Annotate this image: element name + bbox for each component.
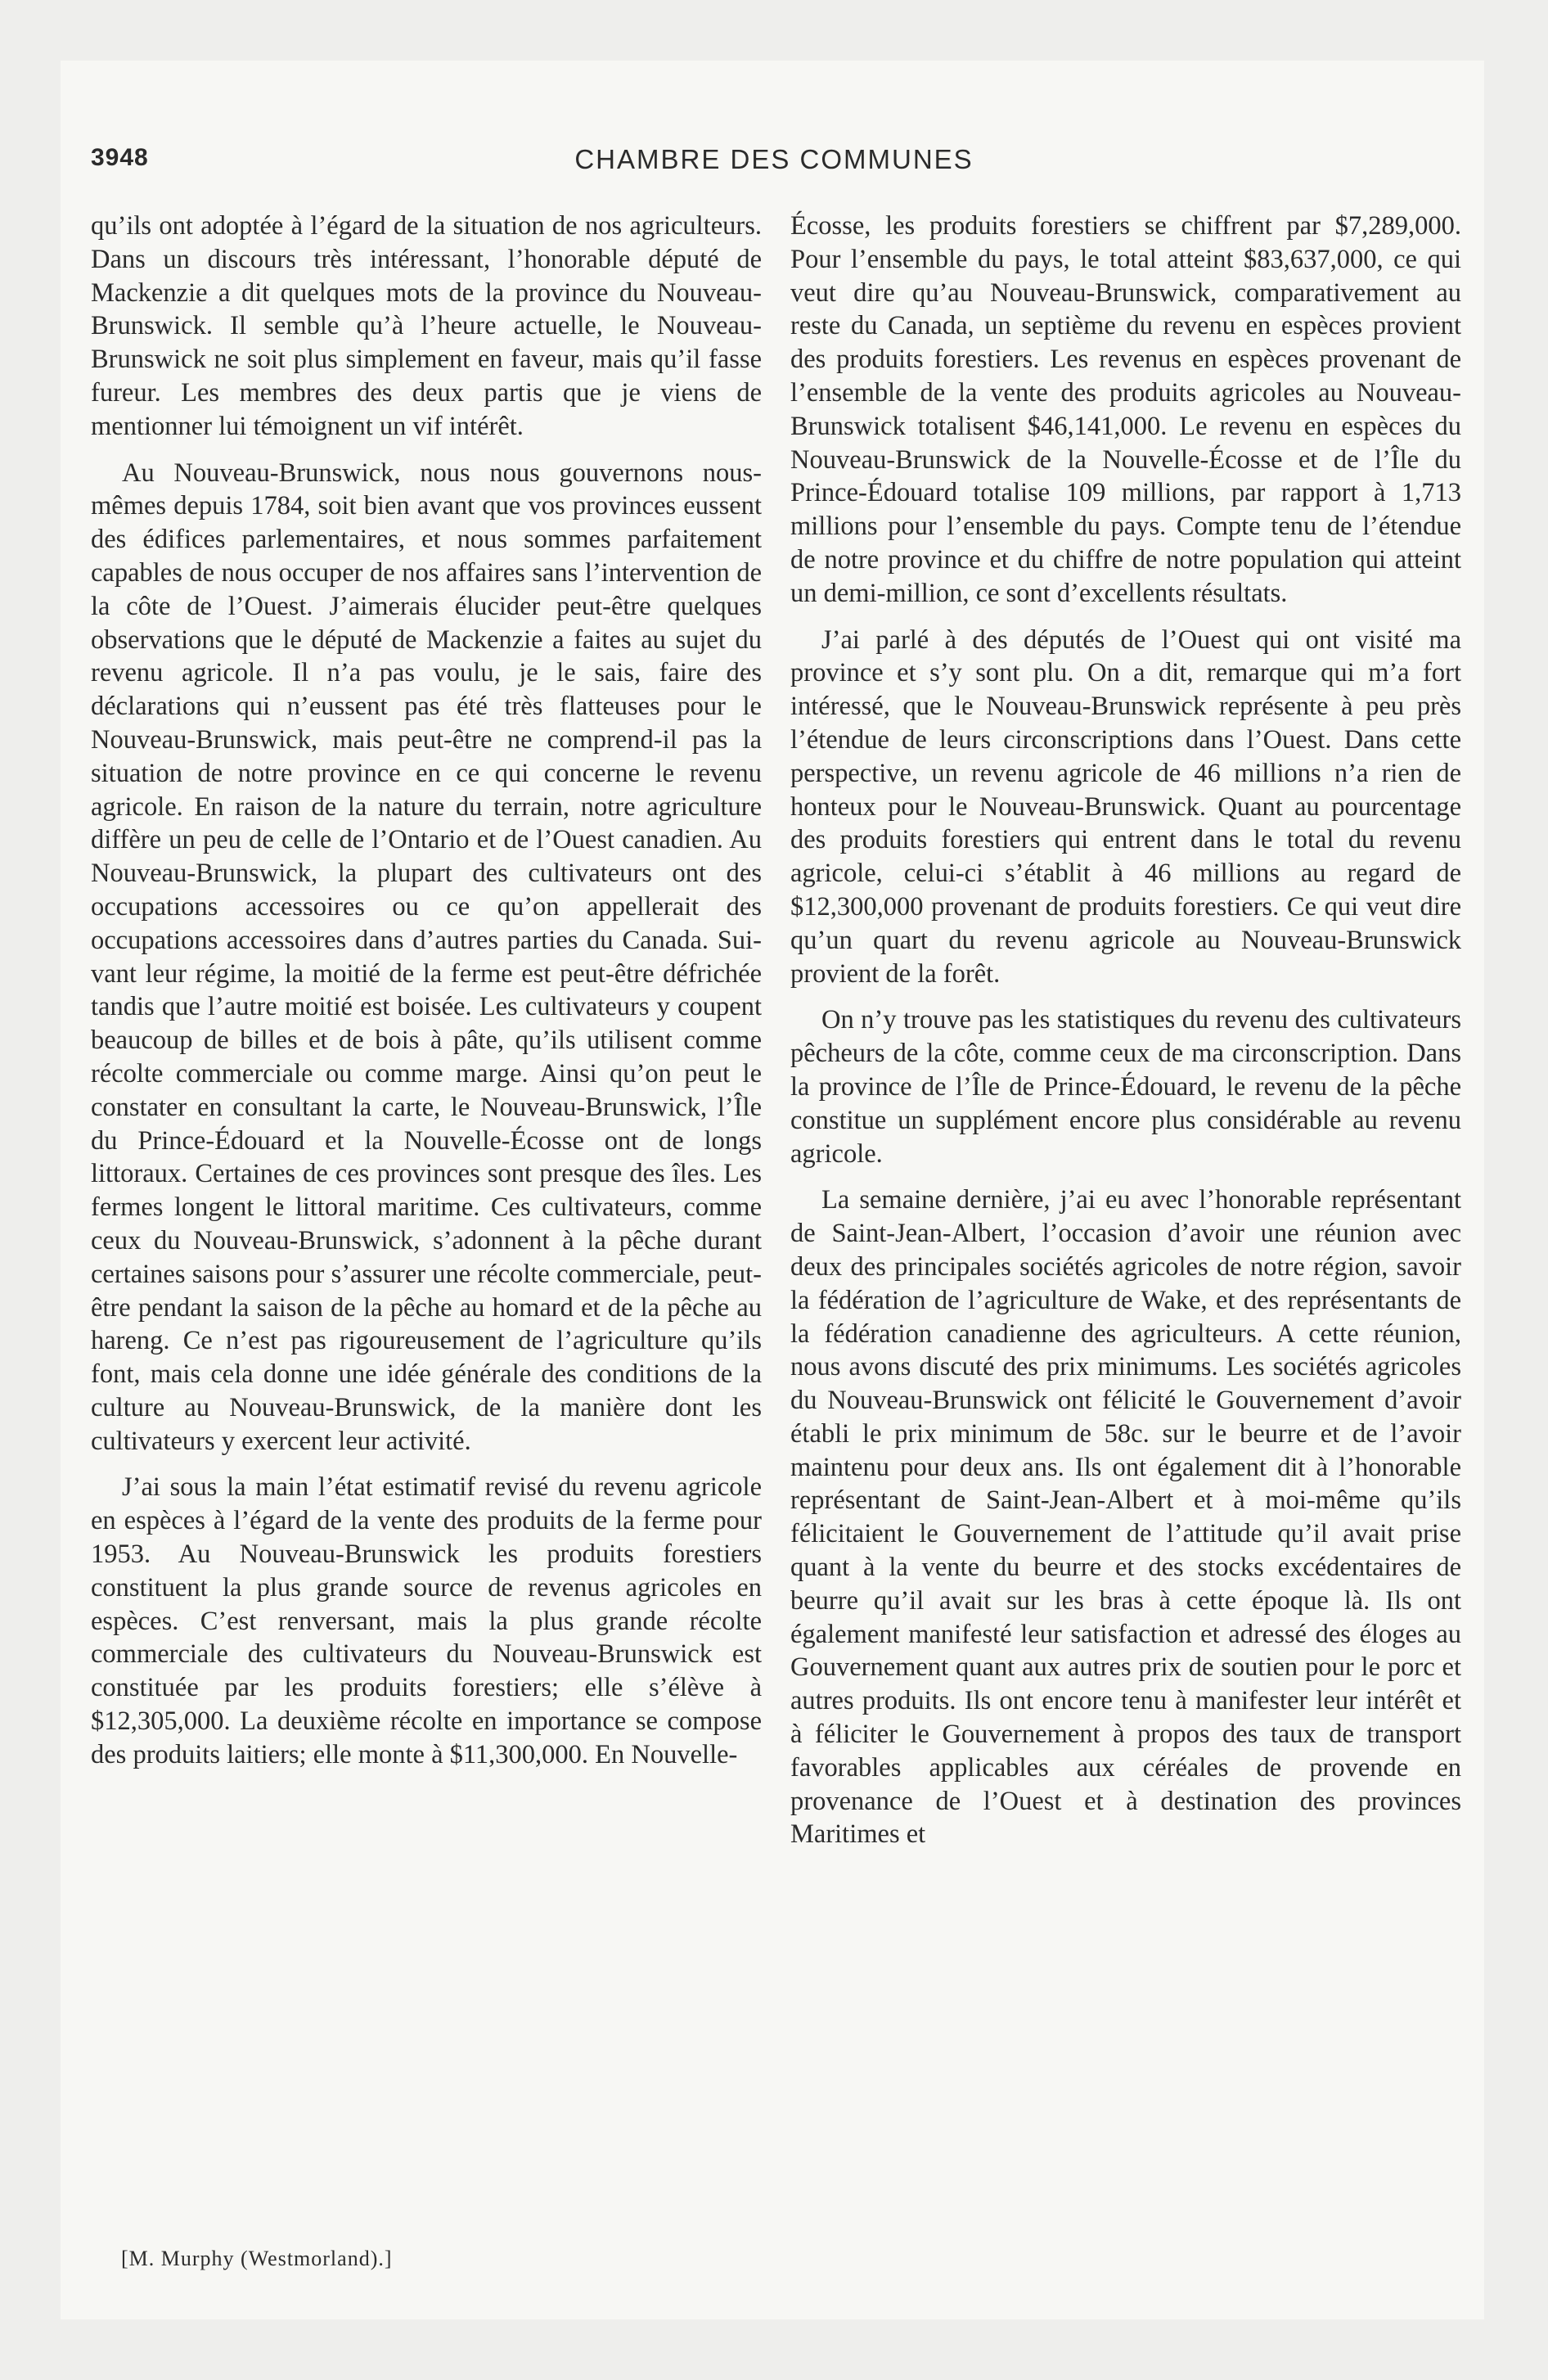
left-column (91, 210, 762, 1772)
page-number: 3948 (91, 144, 149, 171)
paragraph: Écosse, les produits forestiers se chiffrent par $7,289,000. Pour l’ensemble du pays, le total atteint $83,637,000, ce qui veut dire qu’au Nouveau-Brunswick, comparativement au reste du Canada, un septième du revenu en espèces provient des produits forestiers. Les revenus en espèces provenant de l’ensemble de la vente des produits agricoles au Nouveau-Brunswick totalisent $46,141,000. Le revenu en espèces du Nouveau-Brunswick de la Nouvelle-Écosse et de l’Île du Prince-Édouard totalise 109 millions, par rapport à 1,713 millions pour l’ensemble du pays. Compte tenu de l’étendue de notre province et du chiffre de notre population qui atteint un demi-million, ce sont d’excellents résultats. (790, 211, 1461, 608)
paragraph: Au Nouveau-Brunswick, nous nous gouvernons nous-mêmes depuis 1784, soit bien avant que vos provinces eussent des édifices parlementaires, et nous sommes parfaitement capables de nous occuper de nos affaires sans l’intervention de la côte de l’Ouest. J’aimerais élucider peut-être quelques observations que le député de Mackenzie a faites au sujet du revenu agricole. Il n’a pas voulu, je le sais, faire des déclarations qui n’eussent pas été très flatteuses pour le Nouveau-Brunswick, mais peut-être ne comprend-il pas la situation de notre province en ce qui concerne le revenu agricole. En raison de la nature du terrain, notre agriculture diffère un peu de celle de l’Ontario et de l’Ouest canadien. Au Nouveau-Brunswick, la plupart des cultivateurs ont des occupations accessoires ou ce qu’on appellerait des occupations accessoires dans d’autres parties du Canada. Suivant leur régime, la moitié de la ferme est peut-être défrichée tandis que l’autre moitié est boisée. Les cultivateurs y coupent beaucoup de billes et de bois à pâte, qu’ils utilisent comme récolte commerciale ou comme marge. Ainsi qu’on peut le constater en consultant la carte, le Nouveau-Brunswick, l’Île du Prince-Édouard et la Nouvelle-Écosse ont de longs littoraux. Certaines de ces provinces sont presque des îles. Les fermes longent le littoral maritime. Ces cultivateurs, comme ceux du Nouveau-Brunswick, s’adonnent à la pêche durant certaines saisons pour s’assurer une récolte commerciale, peut-être pendant la saison de la pêche au homard et de la pêche au hareng. Ce n’est pas rigoureusement de l’agriculture qu’ils font, mais cela donne une idée générale des conditions de la culture au Nouveau-Brunswick, de la manière dont les cultivateurs y exercent leur activité. (91, 458, 762, 1456)
page-header (91, 144, 1457, 185)
right-column (790, 210, 1461, 1851)
paragraph: J’ai sous la main l’état estimatif revisé du revenu agricole en espèces à l’égard de la vente des produits de la ferme pour 1953. Au Nouveau-Brunswick les produits forestiers constituent la plus grande source de revenus agricoles en espèces. C’est renversant, mais la plus grande récolte commerciale des cultivateurs du Nouveau-Brunswick est constituée par les produits forestiers; elle s’élève à $12,305,000. La deuxième récolte en importance se compose des produits laitiers; elle monte à $11,300,000. En Nouvelle- (91, 1472, 762, 1769)
speaker-attribution: [M. Murphy (Westmorland).] (121, 2247, 393, 2270)
paragraph: qu’ils ont adoptée à l’égard de la situation de nos agriculteurs. Dans un discours très intéressant, l’honorable député de Mackenzie a dit quelques mots de la province du Nouveau-Brunswick. Il semble qu’à l’heure actuelle, le Nouveau-Brunswick ne soit plus simplement en faveur, mais qu’il fasse fureur. Les membres des deux partis que je viens de mentionner lui témoignent un vif intérêt. (91, 211, 762, 441)
running-title: CHAMBRE DES COMMUNES (574, 144, 974, 174)
paragraph: J’ai parlé à des députés de l’Ouest qui ont visité ma province et s’y sont plu. On a dit, remarque qui m’a fort intéressé, que le Nouveau-Brunswick représente à peu près l’étendue de leurs circonscriptions dans l’Ouest. Dans cette perspective, un revenu agricole de 46 millions n’a rien de honteux pour le Nouveau-Brunswick. Quant au pourcentage des produits forestiers qui entrent dans le total du revenu agricole, celui-ci s’établit à 46 millions au regard de $12,300,000 provenant de produits forestiers. Ce qui veut dire qu’un quart du revenu agricole au Nouveau-Brunswick provient de la forêt. (790, 624, 1461, 989)
paragraph: La semaine dernière, j’ai eu avec l’honorable représentant de Saint-Jean-Albert, l’occasion d’avoir une réunion avec deux des principales sociétés agricoles de notre région, savoir la fédération de l’agriculture de Wake, et des représentants de la fédération canadienne des agriculteurs. A cette réunion, nous avons discuté des prix minimums. Les sociétés agricoles du Nouveau-Brunswick ont félicité le Gouvernement d’avoir établi le prix minimum de 58c. sur le beurre et de l’avoir maintenu pour deux ans. Ils ont également dit à l’honorable représentant de Saint-Jean-Albert et à moi-même qu’ils félicitaient le Gouvernement de l’attitude qu’il avait prise quant à la vente du beurre et des stocks excédentaires de beurre qu’il avait sur les bras à cette époque là. Ils ont également manifesté leur satisfaction et adressé des éloges au Gouvernement quant aux autres prix de soutien pour le porc et autres produits. Ils ont encore tenu à manifester leur intérêt et à féliciter le Gouvernement à propos des taux de transport favorables applicables aux céréales de provende en provenance de l’Ouest et à destination des provinces Maritimes et (790, 1185, 1461, 1850)
paragraph: On n’y trouve pas les statistiques du revenu des cultivateurs pêcheurs de la côte, comme ceux de ma circonscription. Dans la province de l’Île de Prince-Édouard, le revenu de la pêche constitue un supplément encore plus considérable au revenu agricole. (790, 1005, 1461, 1169)
